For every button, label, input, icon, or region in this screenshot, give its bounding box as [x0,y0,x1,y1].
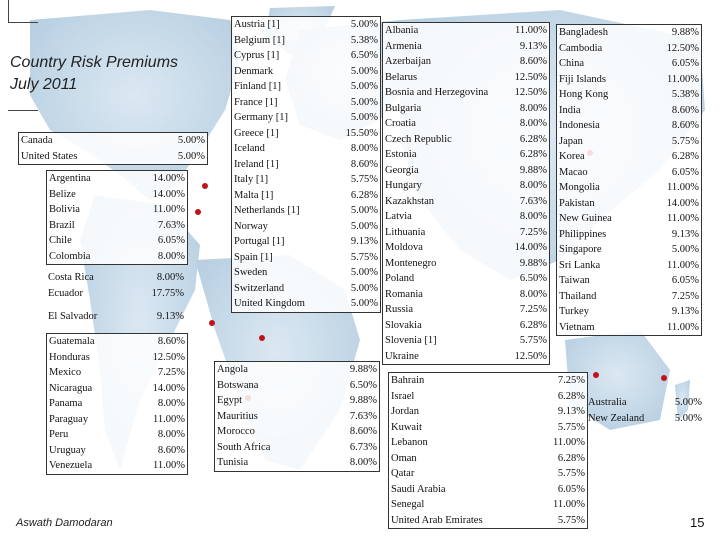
top-rule [8,22,38,23]
table-row: Kazakhstan 7.63% [385,195,547,207]
table-row: Uruguay 8.60% [49,444,185,456]
table-row: Bahrain 7.25% [391,375,585,386]
table-row: Honduras 12.50% [49,351,185,363]
table-central-america-c [46,333,188,475]
table-row: Qatar 5.75% [391,468,585,479]
table-row: Brazil 7.63% [49,219,185,231]
map-marker [209,320,215,326]
table-row: South Africa 6.73% [217,441,377,453]
table-row: Paraguay 11.00% [49,413,185,425]
table-row: Poland 6.50% [385,273,547,284]
table-row: Norway 5.00% [234,220,378,232]
table-row: Ukraine 12.50% [385,350,547,362]
table-row: Taiwan 6.05% [559,275,699,286]
table-row: El Salvador 9.13% [48,311,184,322]
table-row: United States 5.00% [21,150,205,162]
table-row: Sweden 5.00% [234,267,378,278]
table-row: Turkey 9.13% [559,306,699,317]
table-south-america [46,170,188,265]
table-row: Netherlands [1] 5.00% [234,205,378,216]
table-row: Italy [1] 5.75% [234,174,378,185]
table-row: Venezuela 11.00% [49,460,185,471]
table-row: Mauritius 7.63% [217,410,377,422]
table-row: Pakistan 14.00% [559,197,699,209]
map-marker [661,375,667,381]
table-row: Bosnia and Herzegovina 12.50% [385,87,547,98]
table-row: Croatia 8.00% [385,118,547,129]
table-row: Egypt 9.88% [217,395,377,406]
author-footer: Aswath Damodaran [16,517,113,529]
table-row: Hungary 8.00% [385,180,547,191]
table-middle-east [388,372,588,529]
table-row: Israel 6.28% [391,390,585,402]
table-row: Belarus 12.50% [385,71,547,83]
table-row: Belize 14.00% [49,188,185,200]
title-line-2: July 2011 [10,76,78,93]
table-row: Tunisia 8.00% [217,457,377,468]
map-marker [195,209,201,215]
table-row: Lithuania 7.25% [385,226,547,238]
table-row: Peru 8.00% [49,429,185,440]
table-row: New Guinea 11.00% [559,213,699,224]
map-marker [259,335,265,341]
table-row: Hong Kong 5.38% [559,89,699,100]
table-row: Ecuador 17.75% [48,287,184,299]
table-africa [214,361,380,472]
table-row: Cambodia 12.50% [559,42,699,54]
table-asia [556,24,702,336]
table-row: Portugal [1] 9.13% [234,236,378,247]
table-row: United Kingdom 5.00% [234,298,378,309]
table-row: Fiji Islands 11.00% [559,73,699,85]
table-row: Cyprus [1] 6.50% [234,50,378,61]
table-row: Austria [1] 5.00% [234,19,378,30]
table-row: Angola 9.88% [217,364,377,375]
table-row: Russia 7.25% [385,304,547,315]
table-row: Bangladesh 9.88% [559,27,699,38]
table-row: Senegal 11.00% [391,499,585,510]
table-row: New Zealand 5.00% [588,412,702,424]
table-row: Albania 11.00% [385,25,547,36]
table-row: Iceland 8.00% [234,143,378,154]
table-row: Saudi Arabia 6.05% [391,483,585,495]
table-row: Ireland [1] 8.60% [234,158,378,170]
table-central-america-a [46,270,186,301]
table-row: France [1] 5.00% [234,96,378,108]
table-row: Romania 8.00% [385,288,547,300]
table-row: Argentina 14.00% [49,173,185,184]
table-row: Australia 5.00% [588,397,702,408]
table-row: Spain [1] 5.75% [234,251,378,263]
table-western-europe [231,16,381,313]
table-row: Vietnam 11.00% [559,321,699,333]
table-row: Oman 6.28% [391,452,585,464]
table-row: Germany [1] 5.00% [234,112,378,123]
table-row: Singapore 5.00% [559,244,699,255]
table-row: Belgium [1] 5.38% [234,34,378,46]
table-row: Sri Lanka 11.00% [559,259,699,271]
left-rule [8,0,9,22]
table-north-america [18,132,208,165]
table-row: China 6.05% [559,58,699,69]
table-row: Bulgaria 8.00% [385,102,547,114]
table-row: Jordan 9.13% [391,406,585,417]
table-row: Nicaragua 14.00% [49,382,185,394]
title-line-1: Country Risk Premiums [10,54,179,71]
table-row: Botswana 6.50% [217,379,377,391]
table-row: Moldova 14.00% [385,242,547,253]
title-rule [8,110,38,111]
table-row: Montenegro 9.88% [385,257,547,269]
table-row: Bolivia 11.00% [49,204,185,215]
table-row: Czech Republic 6.28% [385,133,547,145]
table-row: Georgia 9.88% [385,164,547,176]
table-row: Mongolia 11.00% [559,182,699,193]
table-row: Canada 5.00% [21,135,205,146]
table-row: Latvia 8.00% [385,211,547,222]
table-row: Switzerland 5.00% [234,282,378,294]
table-row: Japan 5.75% [559,135,699,147]
table-row: Macao 6.05% [559,166,699,178]
map-marker [593,372,599,378]
table-row: Costa Rica 8.00% [48,272,184,283]
table-row: Korea 6.28% [559,151,699,162]
table-row: Malta [1] 6.28% [234,189,378,201]
page-number: 15 [690,515,705,530]
table-row: Lebanon 11.00% [391,437,585,448]
table-row: Colombia 8.00% [49,250,185,262]
table-eastern-europe [382,22,550,365]
table-row: India 8.60% [559,104,699,116]
table-row: Kuwait 5.75% [391,421,585,433]
table-row: Mexico 7.25% [49,367,185,378]
table-oceania [586,395,704,426]
table-row: Guatemala 8.60% [49,336,185,347]
table-row: Indonesia 8.60% [559,120,699,131]
table-row: Slovenia [1] 5.75% [385,335,547,346]
table-row: Greece [1] 15.50% [234,127,378,139]
map-marker [202,183,208,189]
table-row: Azerbaijan 8.60% [385,56,547,67]
table-row: Armenia 9.13% [385,40,547,52]
table-central-america-b [46,309,186,325]
table-row: United Arab Emirates 5.75% [391,514,585,526]
table-row: Thailand 7.25% [559,290,699,302]
table-row: Panama 8.00% [49,398,185,409]
table-row: Morocco 8.60% [217,426,377,437]
table-row: Philippines 9.13% [559,228,699,240]
slide-title [10,52,220,96]
table-row: Finland [1] 5.00% [234,81,378,92]
table-row: Denmark 5.00% [234,65,378,77]
table-row: Chile 6.05% [49,235,185,246]
table-row: Estonia 6.28% [385,149,547,160]
table-row: Slovakia 6.28% [385,319,547,331]
